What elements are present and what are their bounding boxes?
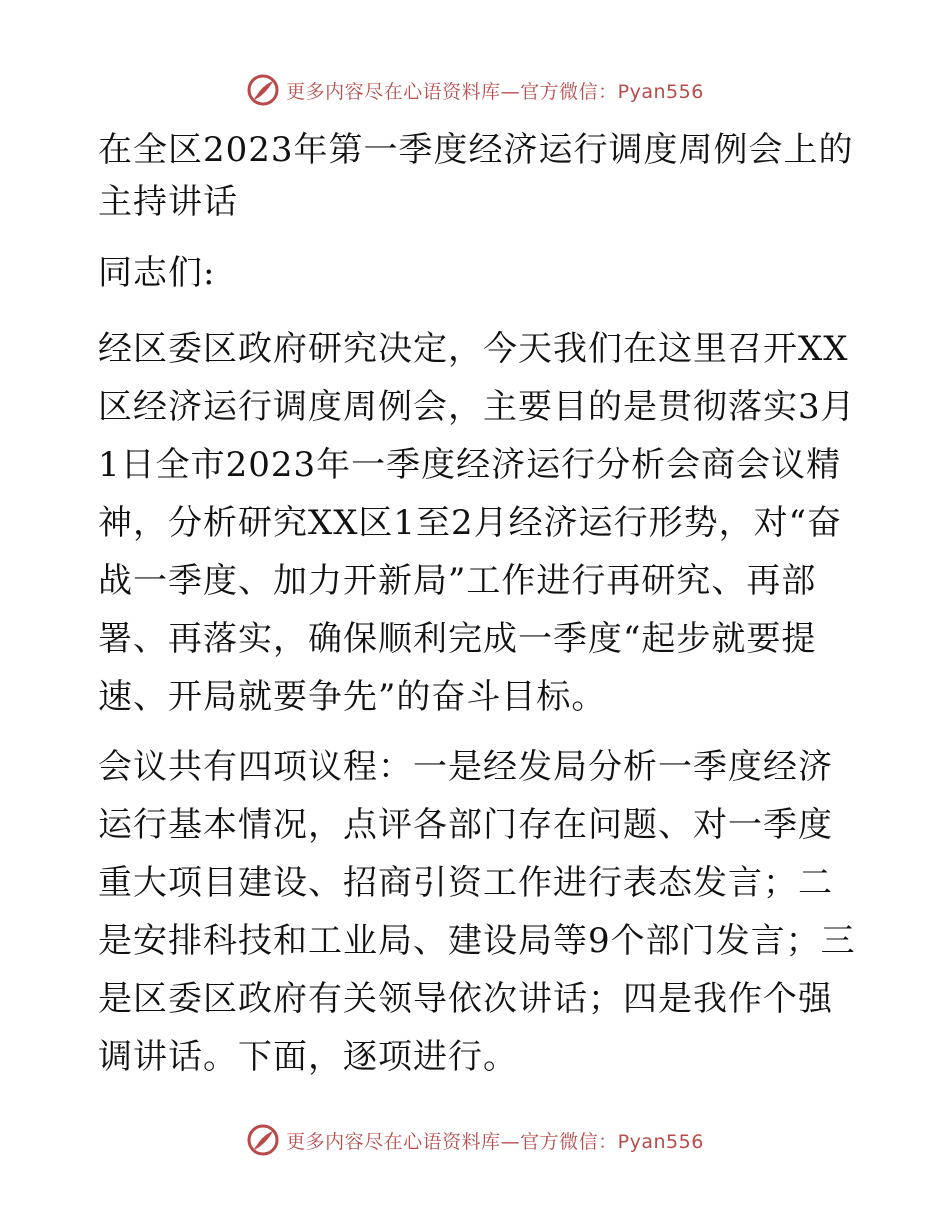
- salutation: 同志们:: [98, 253, 216, 293]
- document-title: 在全区2023年第一季度经济运行调度周例会上的主持讲话: [98, 130, 854, 222]
- watermark-text-bottom: 更多内容尽在心语资料库—官方微信：Pyan556: [286, 1130, 704, 1153]
- paragraph-2: 会议共有四项议程：一是经发局分析一季度经济运行基本情况，点评各部门存在问题、对一季度重大项目建设、招商引资工作进行表态发言；二是安排科技和工业局、建设局等9个部门发言；三是区委区政府有关领导依次讲话；四是我作个强调讲话。下面，逐项进行。: [98, 747, 856, 1077]
- watermark-text-top: 更多内容尽在心语资料库—官方微信：Pyan556: [286, 80, 704, 103]
- paragraph-1: 经区委区政府研究决定，今天我们在这里召开XX区经济运行调度周例会，主要目的是贯彻落实3月1日全市2023年一季度经济运行分析会商会议精神，分析研究XX区1至2月经济运行形势，对“奋战一季度、加力开新局”工作进行再研究、再部署、再落实，确保顺利完成一季度“起步就要提速、开局就要争先”的奋斗目标。: [98, 329, 856, 717]
- watermark-banner-top: [0, 72, 950, 108]
- red-feather-logo-icon: [246, 1123, 280, 1157]
- watermark-banner-bottom: [0, 1122, 950, 1158]
- document-body: [98, 124, 858, 1098]
- red-feather-logo-icon: [246, 73, 280, 107]
